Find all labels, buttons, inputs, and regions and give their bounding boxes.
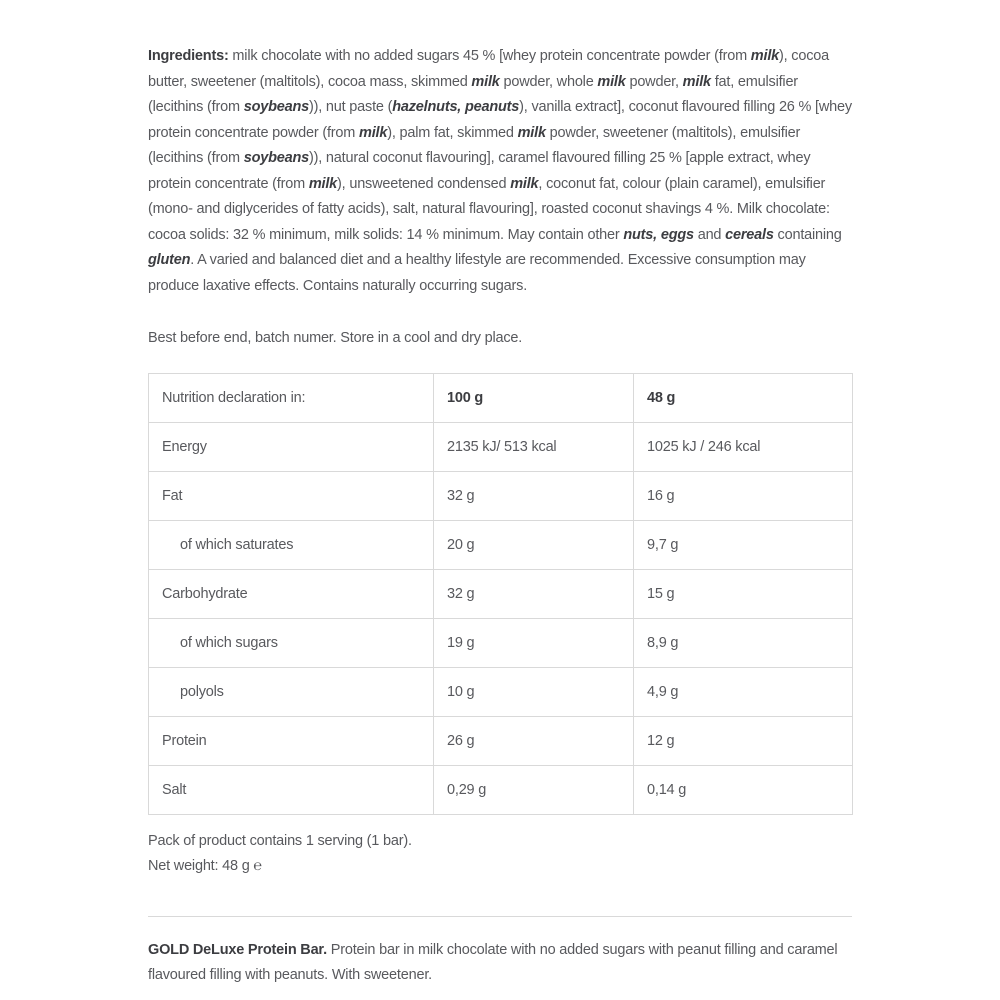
product-details-page (148, 0, 852, 989)
ingredient-text: powder, (625, 73, 683, 90)
row-label: Energy (149, 422, 434, 471)
value-100g: 26 g (434, 716, 634, 765)
section-divider (148, 916, 852, 917)
product-description-text: Protein bar in milk chocolate with no added sugars with peanut filling and caramel flavoured filling with peanuts. With sweetener. (148, 941, 838, 983)
value-100g: 19 g (434, 618, 634, 667)
value-100g: 20 g (434, 520, 634, 569)
allergen-text: milk (308, 175, 338, 192)
ingredient-text: , coconut fat, colour (plain caramel), emulsifier (mono- and diglycerides of fatty acids), salt, natural flavouring], roasted coconut shavings 4 %. Milk chocolate: cocoa solids: 32 % minimum, milk solids: 14 % minimum. May contain other (148, 175, 830, 243)
nutrition-header-48g: 48 g (634, 373, 853, 422)
value-100g: 10 g (434, 667, 634, 716)
table-row-salt (149, 765, 853, 814)
allergen-text: milk (750, 48, 780, 64)
table-row-fat (149, 471, 853, 520)
product-title: GOLD DeLuxe Protein Bar. (148, 941, 327, 958)
ingredient-text: )), natural coconut flavouring], caramel flavoured filling 25 % [apple extract, whey protein concentrate (from (148, 150, 811, 192)
allergen-text: hazelnuts, peanuts (392, 99, 520, 115)
ingredient-text: ), unsweetened condensed (337, 175, 511, 192)
allergen-text: cereals (725, 226, 774, 243)
ingredient-text: powder, sweetener (maltitols), emulsifier (lecithins (from (148, 124, 801, 166)
value-48g: 0,14 g (634, 765, 853, 814)
row-label: Protein (149, 716, 434, 765)
product-description (148, 938, 852, 989)
value-48g: 16 g (634, 471, 853, 520)
nutrition-header-row (149, 373, 853, 422)
row-label: polyols (149, 667, 434, 716)
table-row-saturates (149, 520, 853, 569)
value-100g: 32 g (434, 471, 634, 520)
ingredient-text: . A varied and balanced diet and a healthy lifestyle are recommended. Excessive consumption may produce laxative effects. Contains naturally occurring sugars. (148, 252, 806, 294)
allergen-text: milk (359, 124, 388, 141)
storage-note: Best before end, batch numer. Store in a cool and dry place. (148, 330, 523, 346)
allergen-text: milk (510, 175, 539, 192)
value-48g: 4,9 g (634, 667, 853, 716)
ingredient-text: )), nut paste ( (309, 99, 393, 115)
table-row-protein (149, 716, 853, 765)
nutrition-header-declaration: Nutrition declaration in: (149, 373, 434, 422)
table-row-energy (149, 422, 853, 471)
value-100g: 0,29 g (434, 765, 634, 814)
allergen-text: milk (471, 73, 500, 90)
value-48g: 9,7 g (634, 520, 853, 569)
value-100g: 32 g (434, 569, 634, 618)
ingredient-text: fat, emulsifier (lecithins (from (148, 73, 798, 115)
ingredients-text (148, 48, 852, 294)
serving-info: Pack of product contains 1 serving (1 bar). (148, 832, 412, 849)
row-label: Salt (149, 765, 434, 814)
ingredient-text: and (693, 226, 726, 243)
row-label: Carbohydrate (149, 569, 434, 618)
allergen-text: milk (597, 73, 626, 90)
allergen-text: soybeans (243, 99, 309, 115)
ingredient-text: ), palm fat, skimmed (387, 124, 518, 141)
net-weight: Net weight: 48 g ℮ (148, 858, 262, 874)
table-row-carbohydrate (149, 569, 853, 618)
ingredients-paragraph (148, 44, 852, 299)
value-48g: 8,9 g (634, 618, 853, 667)
row-label: Fat (149, 471, 434, 520)
table-row-sugars (149, 618, 853, 667)
ingredient-text: containing (773, 226, 842, 243)
nutrition-table (148, 373, 853, 815)
row-label: of which sugars (149, 618, 434, 667)
ingredient-text: ), vanilla extract], coconut flavoured filling 26 % [whey protein concentrate powder (from (148, 99, 852, 141)
allergen-text: nuts, eggs (623, 226, 694, 243)
ingredient-text: powder, whole (499, 73, 598, 90)
ingredient-text: ), cocoa butter, sweetener (maltitols), cocoa mass, skimmed (148, 48, 829, 90)
table-row-polyols (149, 667, 853, 716)
row-label: of which saturates (149, 520, 434, 569)
value-48g: 12 g (634, 716, 853, 765)
ingredients-label: Ingredients: (148, 48, 229, 64)
nutrition-header-100g: 100 g (434, 373, 634, 422)
allergen-text: milk (517, 124, 546, 141)
allergen-text: soybeans (243, 150, 309, 166)
allergen-text: gluten (148, 252, 191, 268)
allergen-text: milk (682, 73, 711, 90)
value-48g: 1025 kJ / 246 kcal (634, 422, 853, 471)
value-100g: 2135 kJ/ 513 kcal (434, 422, 634, 471)
ingredient-text: milk chocolate with no added sugars 45 % [whey protein concentrate powder (from (228, 48, 751, 64)
value-48g: 15 g (634, 569, 853, 618)
pack-info (148, 829, 852, 880)
